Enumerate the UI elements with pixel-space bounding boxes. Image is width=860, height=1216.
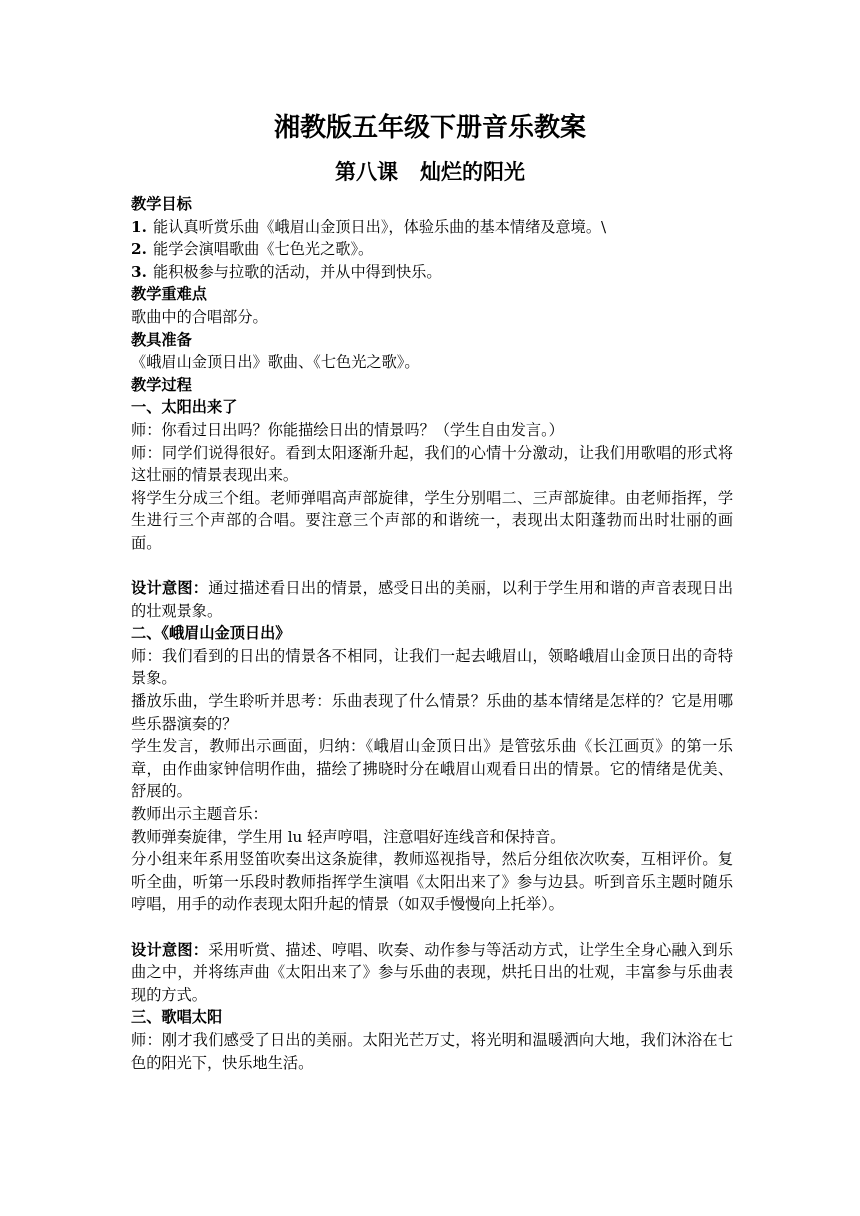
objective-item bbox=[131, 216, 733, 239]
objective-number: 3. bbox=[131, 262, 147, 281]
blank-line bbox=[131, 916, 733, 939]
paragraph: 分小组来年系用竖笛吹奏出这条旋律，教师巡视指导，然后分组依次吹奏，互相评价。复听全曲，听第一乐段时教师指挥学生演唱《太阳出来了》参与边县。听到音乐主题时随乐哼唱，用手的动作表现太阳升起的情景（如双手慢慢向上托举）。 bbox=[131, 850, 733, 914]
design-intent bbox=[131, 939, 733, 1007]
lesson-number: 第八课 bbox=[335, 159, 398, 184]
materials-text: 《峨眉山金顶日出》歌曲、《七色光之歌》。 bbox=[131, 353, 420, 372]
materials-heading: 教具准备 bbox=[131, 330, 192, 349]
objective-item bbox=[131, 238, 733, 261]
objectives-heading: 教学目标 bbox=[131, 195, 192, 213]
paragraph: 学生发言，教师出示画面，归纳：《峨眉山金顶日出》是管弦乐曲《长江画页》的第一乐章，由作曲家钟信明作曲，描绘了拂晓时分在峨眉山观看日出的情景。它的情绪是优美、舒展的。 bbox=[131, 737, 733, 801]
paragraph: 师：你看过日出吗？你能描绘日出的情景吗？（学生自由发言。） bbox=[131, 420, 564, 439]
lesson-subtitle bbox=[0, 155, 860, 189]
design-intent-text: 采用听赏、描述、哼唱、吹奏、动作参与等活动方式，让学生全身心融入到乐曲之中，并将练声曲《太阳出来了》参与乐曲的表现，烘托日出的壮观，丰富参与乐曲表现的方式。 bbox=[131, 940, 734, 1004]
section-heading: 一、太阳出来了 bbox=[131, 398, 238, 417]
section-heading: 二、《峨眉山金顶日出》 bbox=[131, 624, 291, 643]
design-intent-label: 设计意图： bbox=[131, 940, 209, 959]
key-points-heading: 教学重难点 bbox=[131, 285, 207, 304]
section-heading: 三、歌唱太阳 bbox=[131, 1008, 223, 1027]
objective-number: 2. bbox=[131, 240, 147, 259]
paragraph: 将学生分成三个组。老师弹唱高声部旋律，学生分别唱二、三声部旋律。由老师指挥，学生进行三个声部的合唱。要注意三个声部的和谐统一，表现出太阳蓬勃而出时壮丽的画面。 bbox=[131, 488, 733, 552]
objective-text: 能学会演唱歌曲《七色光之歌》。 bbox=[153, 240, 374, 259]
document-body bbox=[131, 193, 733, 1074]
paragraph: 教师出示主题音乐： bbox=[131, 805, 268, 824]
blank-line bbox=[131, 555, 733, 578]
paragraph: 教师弹奏旋律，学生用 lu 轻声哼唱，注意唱好连线音和保持音。 bbox=[131, 827, 566, 846]
design-intent-label: 设计意图： bbox=[131, 579, 209, 598]
paragraph: 师：同学们说得很好。看到太阳逐渐升起，我们的心情十分激动，让我们用歌唱的形式将这壮丽的情景表现出来。 bbox=[131, 443, 733, 485]
paragraph: 师：我们看到的日出的情景各不相同，让我们一起去峨眉山，领略峨眉山金顶日出的奇特景象。 bbox=[131, 646, 733, 688]
paragraph: 播放乐曲，学生聆听并思考：乐曲表现了什么情景？乐曲的基本情绪是怎样的？它是用哪些乐器演奏的？ bbox=[131, 692, 733, 733]
objective-text: 能积极参与拉歌的活动，并从中得到快乐。 bbox=[153, 262, 442, 281]
key-points-text: 歌曲中的合唱部分。 bbox=[131, 307, 268, 326]
objective-text: 能认真听赏乐曲《峨眉山金顶日出》，体验乐曲的基本情绪及意境。\ bbox=[153, 217, 607, 236]
objective-item bbox=[131, 261, 733, 284]
design-intent bbox=[131, 577, 733, 622]
objective-number: 1. bbox=[131, 217, 147, 236]
process-heading: 教学过程 bbox=[131, 375, 192, 394]
lesson-name: 灿烂的阳光 bbox=[420, 159, 525, 184]
design-intent-text: 通过描述看日出的情景，感受日出的美丽，以利于学生用和谐的声音表现日出的壮观景象。 bbox=[131, 579, 734, 620]
paragraph: 师：刚才我们感受了日出的美丽。太阳光芒万丈，将光明和温暖洒向大地，我们沐浴在七色的阳光下，快乐地生活。 bbox=[131, 1030, 733, 1072]
document-title: 湘教版五年级下册音乐教案 bbox=[273, 113, 586, 143]
